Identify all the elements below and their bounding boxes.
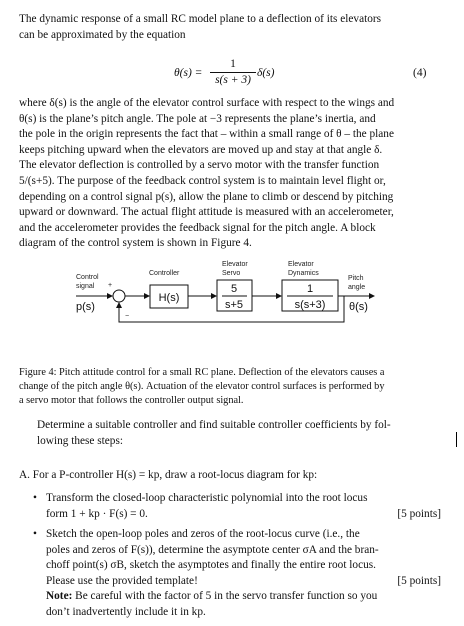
controller-label: Controller <box>149 270 180 277</box>
equation-4 <box>0 53 464 95</box>
intro-paragraph <box>19 12 441 43</box>
task-line: lowing these steps: <box>37 434 123 447</box>
body-line: upward or downward. The actual flight attitude is measured with an accelerometer, <box>19 206 394 219</box>
body-line: depending on a control signal p(s), allow the plane to climb or descend by pitching <box>19 190 394 203</box>
body-line: diagram of the control system is shown in Figure 4. <box>19 237 252 250</box>
caption-line: Figure 4: Pitch attitude control for a small RC plane. Deflection of the elevators causes a <box>19 367 385 378</box>
servo-label: Servo <box>222 270 241 277</box>
dynamics-numerator: 1 <box>306 283 314 295</box>
equation-number: (4) <box>413 67 427 79</box>
bullet-line: form 1 + kp · F(s) = 0. <box>46 507 148 520</box>
caption-line: a servo motor that follows the controller output signal. <box>19 395 244 406</box>
pitch-label: angle <box>348 284 366 291</box>
note-text: Be careful with the factor of 5 in the servo transfer function so you <box>72 590 378 603</box>
body-line: The elevator deflection is controlled by a servo motor with the transfer function <box>19 159 380 172</box>
summing-junction <box>113 290 125 302</box>
block-diagram <box>72 258 402 348</box>
figure-caption <box>19 366 441 408</box>
dynamics-denominator: s(s+3) <box>294 299 326 311</box>
control-signal-label: signal <box>76 283 95 290</box>
bullet-line: poles and zeros of F(s)), determine the asymptote center σA and the bran- <box>46 543 379 556</box>
description-paragraph <box>19 96 441 252</box>
bullet-line: choff point(s) σB, sketch the asymptotes and finally the entire root locus. <box>46 559 376 572</box>
pitch-label: Pitch <box>348 275 364 282</box>
plus-sign: + <box>108 282 113 289</box>
body-line: 5/(s+5). The purpose of the feedback control system is to maintain level flight or, <box>19 174 386 187</box>
intro-line: can be approximated by the equation <box>19 28 186 41</box>
bullet-line: Transform the closed-loop characteristic polynomial into the root locus <box>46 492 368 504</box>
servo-numerator: 5 <box>230 283 238 295</box>
points-label: [5 points] <box>397 507 441 520</box>
equation-numerator: 1 <box>210 57 256 73</box>
bullet-item <box>33 527 441 621</box>
minus-sign: − <box>125 313 130 320</box>
control-signal-label: Control <box>76 274 99 281</box>
dynamics-label: Elevator <box>288 261 314 268</box>
bullet-line: Sketch the open-loop poles and zeros of the root-locus curve (i.e., the <box>46 528 360 540</box>
part-a-heading: A. For a P-controller H(s) = kp, draw a root-locus diagram for kp: <box>19 469 318 481</box>
task-intro <box>37 418 441 449</box>
bullet-item <box>33 491 441 522</box>
body-line: θ(s) is the plane’s pitch angle. The pole at −3 represents the plane’s inertia, and <box>19 112 376 125</box>
note-label: Note: <box>46 590 73 603</box>
output-label: θ(s) <box>349 301 368 313</box>
caption-line: change of the pitch angle θ(s). Actuation of the elevator control surfaces is performed by <box>19 381 385 392</box>
body-line: keeps pitching upward when the elevators are moved up and stay at that angle δ. <box>19 143 383 156</box>
note-text: don’t inadvertently include it in kp. <box>46 605 206 618</box>
intro-line: The dynamic response of a small RC model plane to a deflection of its elevators <box>19 13 382 25</box>
bullet-dot: • <box>33 492 37 504</box>
equation-rhs: δ(s) <box>257 67 275 79</box>
dynamics-label: Dynamics <box>288 270 319 277</box>
equation-denominator: s(s + 3) <box>215 74 251 86</box>
points-label: [5 points] <box>397 574 441 587</box>
controller-text: H(s) <box>158 292 180 304</box>
equation-fraction <box>210 57 256 87</box>
servo-denominator: s+5 <box>224 299 244 311</box>
text-cursor <box>456 432 457 447</box>
body-line: where δ(s) is the angle of the elevator control surface with respect to the wings and <box>19 97 395 109</box>
task-line: Determine a suitable controller and find suitable controller coefficients by fol- <box>37 419 391 431</box>
equation-lhs: θ(s) = <box>174 67 203 79</box>
servo-label: Elevator <box>222 261 248 268</box>
bullet-dot: • <box>33 528 37 540</box>
input-label: p(s) <box>76 301 95 313</box>
body-line: and the accelerometer provides the feedback signal for the pitch angle. A block <box>19 221 376 234</box>
bullet-line: Please use the provided template! <box>46 574 198 587</box>
body-line: the pole in the origin represents the fact that – within a small range of θ – the plane <box>19 128 394 141</box>
